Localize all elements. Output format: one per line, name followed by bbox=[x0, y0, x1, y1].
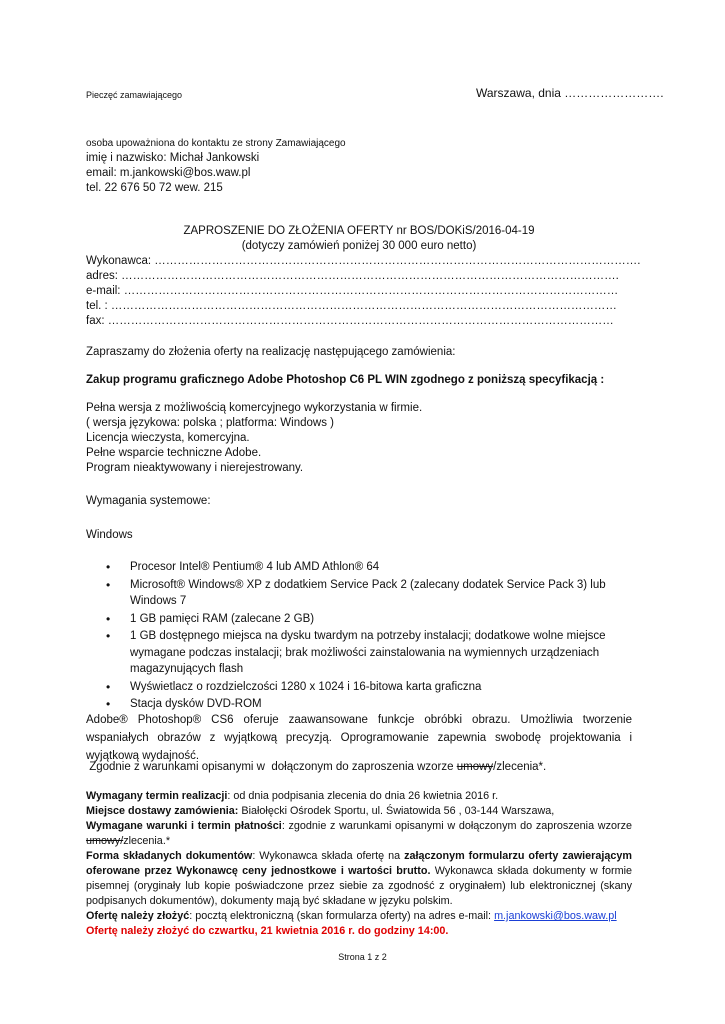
term-documents: Forma składanych dokumentów: Wykonawca składa ofertę na załączonym formularzu oferty zawierającym oferowane przez Wykonawcę ceny jednostkowe i wartości brutto. Wykonawca składa dokumenty w formie pisemnej (oryginały lub kopie poświadczone przez siebie za zgodność z oryginałem) lub elektronicznej (skany podpisanych dokumentów), dokumenty mają być składane w języku polskim. bbox=[86, 850, 633, 907]
requirement-item: • Wyświetlacz o rozdzielczości 1280 x 1024 i 16-bitowa karta graficzna bbox=[106, 679, 482, 694]
field-contractor: Wykonawca: ………………………………………………………………………………………………………………. bbox=[86, 255, 641, 267]
spec-line: ( wersja językowa: polska ; platforma: Windows ) bbox=[86, 417, 334, 429]
bullet-icon: • bbox=[106, 697, 111, 711]
contact-intro: osoba upoważniona do kontaktu ze strony Zamawiającego bbox=[86, 138, 346, 149]
stamp-label: Pieczęć zamawiającego bbox=[86, 90, 183, 100]
spec-list bbox=[86, 401, 422, 476]
term-payment: Wymagane warunki i termin płatności: zgodnie z warunkami opisanymi w dołączonym do zaproszenia wzorze umowy/zlecenia.* bbox=[86, 820, 632, 847]
sysreq-heading: Wymagania systemowe: bbox=[86, 495, 211, 507]
requirement-item: • 1 GB pamięci RAM (zalecane 2 GB) bbox=[106, 611, 315, 626]
product-description: Adobe® Photoshop® CS6 oferuje zaawansowane funkcje obróbki obrazu. Umożliwia tworzenie wspaniałych obrazów z wyjątkową precyzją. Oprogramowanie zapewnia swobodę projektowania i wyjątkową wydajność. bbox=[86, 714, 632, 762]
field-phone: tel. : …………………………………………………………………………………………………………………… bbox=[86, 300, 617, 312]
terms-block bbox=[86, 789, 632, 939]
order-subject: Zakup programu graficznego Adobe Photoshop C6 PL WIN zgodnego z poniższą specyfikacją : bbox=[86, 374, 605, 386]
email-link[interactable]: m.jankowski@bos.waw.pl bbox=[494, 910, 617, 922]
bullet-icon: • bbox=[106, 629, 111, 643]
invitation-text: Zapraszamy do złożenia oferty na realizację następującego zamówienia: bbox=[86, 346, 456, 358]
title-line-1: ZAPROSZENIE DO ZŁOŻENIA OFERTY nr BOS/DOKiS/2016-04-19 bbox=[183, 225, 535, 237]
term-submit: Ofertę należy złożyć: pocztą elektroniczną (skan formularza oferty) na adres e-mail: m.jankowski@bos.waw.pl bbox=[86, 910, 617, 922]
submission-deadline: Ofertę należy złożyć do czwartku, 21 kwietnia 2016 r. do godziny 14:00. bbox=[86, 925, 449, 937]
struck-word: umowy bbox=[456, 761, 494, 773]
spec-line: Pełna wersja z możliwością komercyjnego wykorzystania w firmie. bbox=[86, 402, 423, 414]
requirement-item: • 1 GB dostępnego miejsca na dysku twardym na potrzeby instalacji; dodatkowe wolne miejsce wymagane podczas instalacji; brak możliwości zainstalowania na wymiennych urządzeniach magazynujących flash bbox=[106, 629, 606, 675]
os-heading: Windows bbox=[86, 529, 133, 541]
title-line-2: (dotyczy zamówień poniżej 30 000 euro netto) bbox=[241, 240, 477, 252]
spec-line: Pełne wsparcie techniczne Adobe. bbox=[86, 447, 262, 459]
field-address: adres: …………………………………………………………………………………………………………………. bbox=[86, 270, 619, 282]
conditions-text: Zgodnie z warunkami opisanymi w dołączonym do zaproszenia wzorze umowy/zlecenia*. bbox=[86, 761, 547, 773]
requirements-list bbox=[102, 559, 642, 714]
bullet-icon: • bbox=[106, 611, 111, 626]
contact-block bbox=[86, 137, 346, 196]
field-email: e-mail: ………………………………………………………………………………………………………………… bbox=[86, 285, 619, 297]
place-date: Warszawa, dnia ……………………. bbox=[476, 86, 664, 100]
contact-phone: tel. 22 676 50 72 wew. 215 bbox=[86, 182, 223, 194]
bullet-icon: • bbox=[106, 679, 111, 694]
bullet-icon: • bbox=[106, 577, 111, 592]
requirement-item: • Procesor Intel® Pentium® 4 lub AMD Athlon® 64 bbox=[106, 560, 380, 574]
spec-line: Program nieaktywowany i nierejestrowany. bbox=[86, 462, 304, 474]
requirement-item: • Microsoft® Windows® XP z dodatkiem Service Pack 2 (zalecany dodatek Service Pack 3) lub Windows 7 bbox=[106, 577, 606, 607]
bullet-icon: • bbox=[106, 560, 111, 574]
spec-line: Licencja wieczysta, komercyjna. bbox=[86, 432, 250, 444]
field-fax: fax: …………………………………………………………………………………………………………………… bbox=[86, 315, 614, 327]
page-number: Strona 1 z 2 bbox=[338, 952, 387, 962]
document-title bbox=[86, 224, 632, 254]
contact-name: imię i nazwisko: Michał Jankowski bbox=[86, 152, 260, 164]
term-delivery: Miejsce dostawy zamówienia: Białołęcki Ośrodek Sportu, ul. Światowida 56 , 03-144 Warszawa, bbox=[86, 805, 555, 817]
requirement-item: • Stacja dysków DVD-ROM bbox=[106, 697, 262, 711]
contractor-fields bbox=[86, 254, 641, 329]
contact-email: email: m.jankowski@bos.waw.pl bbox=[86, 167, 251, 179]
term-deadline: Wymagany termin realizacji: od dnia podpisania zlecenia do dnia 26 kwietnia 2016 r. bbox=[86, 790, 499, 802]
